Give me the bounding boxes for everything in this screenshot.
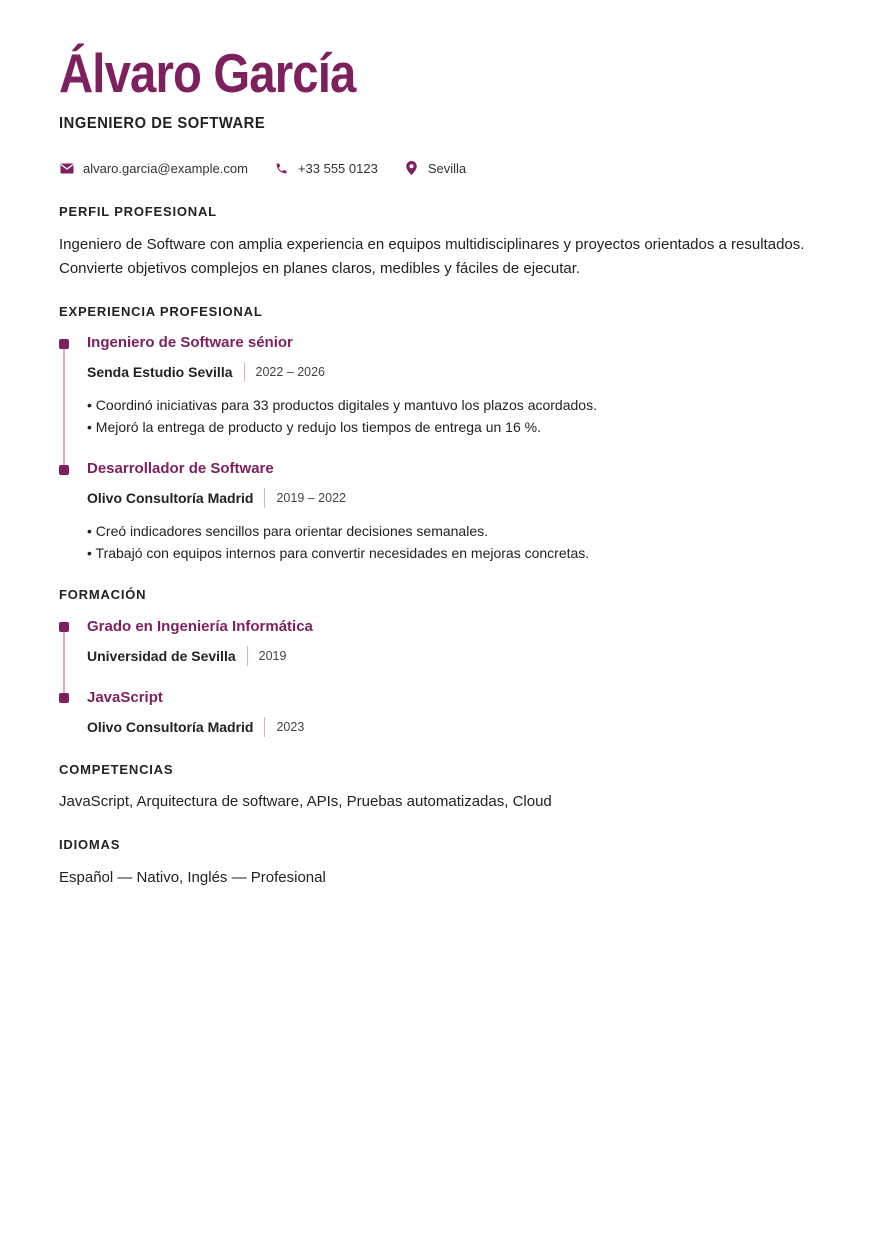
location-text: Sevilla — [427, 160, 467, 176]
languages-text: Español — Nativo, Inglés — Profesional — [59, 869, 326, 886]
contact-location — [404, 160, 466, 176]
location-pin-icon — [404, 160, 420, 176]
education-entry — [87, 689, 827, 737]
job-dates: 2022 – 2026 — [255, 365, 326, 379]
bullet-item: • Coordinó iniciativas para 33 productos digitales y mantuvo los plazos acordados. — [87, 397, 597, 413]
profile-text: Ingeniero de Software con amplia experiencia en equipos multidisciplinares y proyectos orientados a resultados. Convierte objetivos complejos en planes claros, medibles y fáciles de ejecutar. — [59, 236, 805, 277]
meta-divider — [247, 646, 248, 666]
experience-entry — [87, 460, 827, 564]
email-text: alvaro.garcia@example.com — [83, 160, 248, 176]
phone-icon — [274, 160, 290, 176]
contact-bar — [59, 158, 492, 178]
meta-divider — [264, 488, 265, 508]
bullet-item: • Creó indicadores sencillos para orientar decisiones semanales. — [87, 523, 488, 539]
meta-divider — [244, 362, 245, 382]
degree-title: Grado en Ingeniería Informática — [87, 618, 313, 635]
timeline-dot — [59, 693, 69, 703]
timeline-dot — [59, 465, 69, 475]
meta-divider — [264, 717, 265, 737]
job-meta — [87, 362, 827, 382]
candidate-name: Álvaro García — [59, 42, 356, 104]
job-dates: 2019 – 2022 — [276, 491, 346, 505]
institution-name: Olivo Consultoría Madrid — [87, 719, 254, 735]
contact-phone[interactable] — [274, 160, 378, 176]
phone-text: +33 555 0123 — [297, 160, 378, 176]
job-bullets — [87, 520, 827, 564]
company-name: Olivo Consultoría Madrid — [87, 490, 254, 506]
degree-title: JavaScript — [87, 689, 163, 706]
skills-text: JavaScript, Arquitectura de software, APIs, Pruebas automatizadas, Cloud — [59, 793, 552, 810]
timeline-line — [63, 627, 65, 698]
languages-heading: IDIOMAS — [59, 837, 121, 852]
bullet-item: • Trabajó con equipos internos para convertir necesidades en mejoras concretas. — [87, 545, 590, 561]
mail-icon — [59, 160, 75, 176]
institution-name: Universidad de Sevilla — [87, 648, 236, 664]
education-heading: FORMACIÓN — [59, 587, 147, 602]
timeline-line — [63, 344, 65, 470]
bullet-item: • Mejoró la entrega de producto y redujo los tiempos de entrega un 16 %. — [87, 419, 541, 435]
job-title: Desarrollador de Software — [87, 460, 274, 477]
company-name: Senda Estudio Sevilla — [87, 364, 233, 380]
experience-heading: EXPERIENCIA PROFESIONAL — [59, 304, 263, 319]
education-dates: 2023 — [276, 720, 305, 734]
timeline-dot — [59, 339, 69, 349]
education-dates: 2019 — [258, 649, 287, 663]
timeline-dot — [59, 622, 69, 632]
candidate-role: INGENIERO DE SOFTWARE — [59, 115, 266, 132]
job-bullets — [87, 394, 827, 438]
education-entry — [87, 618, 827, 666]
education-meta — [87, 717, 827, 737]
education-meta — [87, 646, 827, 666]
skills-heading: COMPETENCIAS — [59, 762, 174, 777]
job-meta — [87, 488, 827, 508]
experience-entry — [87, 334, 827, 438]
job-title: Ingeniero de Software sénior — [87, 334, 293, 351]
profile-heading: PERFIL PROFESIONAL — [59, 204, 217, 219]
contact-email[interactable] — [59, 160, 248, 176]
